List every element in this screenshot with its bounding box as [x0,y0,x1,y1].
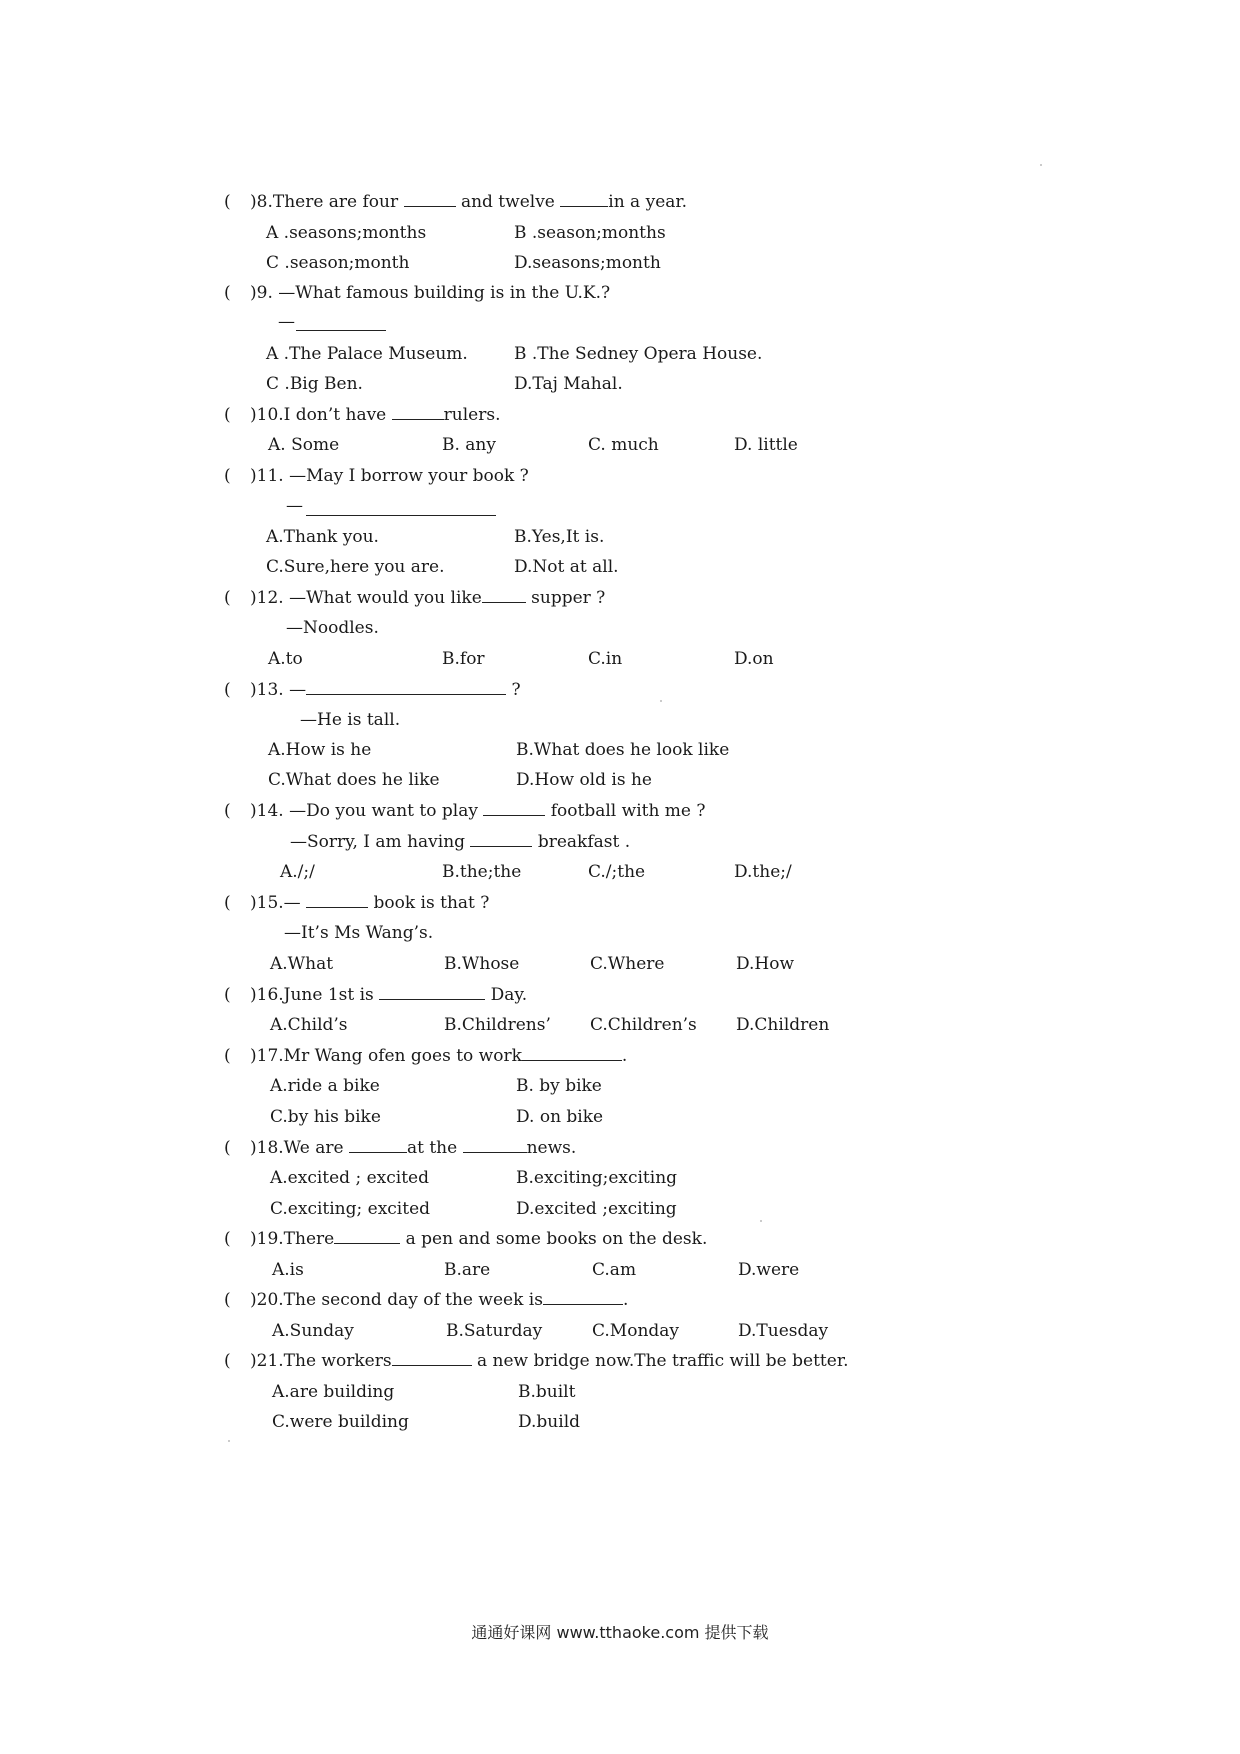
answer-paren: ( [224,801,231,821]
q19-option-d: D.were [738,1260,800,1280]
answer-paren: ( [224,1351,231,1371]
question-16 [224,985,527,1005]
q13-option-c: C.What does he like [268,770,440,790]
question-8 [224,192,687,212]
q11-stem: )11. —May I borrow your book ? [250,466,529,486]
q8-stem-b: and twelve [460,192,555,212]
blank [463,1138,527,1153]
q18-option-b: B.exciting;exciting [516,1168,678,1188]
footer-source: 通通好课网 www.tthaoke.com 提供下载 [471,1623,769,1642]
q9-answer-dash: — [278,312,295,332]
q20-option-d: D.Tuesday [738,1321,829,1341]
q15-stem: )15.— [250,893,301,913]
q11-option-c: C.Sure,here you are. [266,557,445,577]
answer-paren: ( [224,1138,231,1158]
q8-option-b: B .season;months [514,223,666,243]
question-19 [224,1229,707,1249]
q21-option-d: D.build [518,1412,581,1432]
blank [482,588,526,603]
q17-option-b: B. by bike [516,1076,602,1096]
q16-option-c: C.Children’s [590,1015,697,1035]
q15-reply: —It’s Ms Wang’s. [284,923,434,943]
q14-reply-b: breakfast . [537,832,631,852]
question-13 [224,680,521,700]
q20-stem-b: . [622,1290,629,1310]
blank [334,1229,400,1244]
answer-paren: ( [224,1290,231,1310]
q16-option-d: D.Children [736,1015,830,1035]
q14-reply [290,832,630,852]
question-18 [224,1138,576,1158]
question-11 [224,466,529,486]
blank [543,1290,623,1305]
answer-paren: ( [224,1046,231,1066]
q13-stem-b: ? [511,680,521,700]
q13-option-b: B.What does he look like [516,740,730,760]
q18-option-c: C.exciting; excited [270,1199,431,1219]
q9-answer-line [296,330,386,331]
q19-stem: )19.There [250,1229,335,1249]
q15-option-b: B.Whose [444,954,520,974]
blank [306,893,368,908]
q21-stem: )21.The workers [250,1351,392,1371]
q16-option-a: A.Child’s [270,1015,348,1035]
answer-paren: ( [224,985,231,1005]
q13-reply: —He is tall. [300,710,401,730]
q16-stem: )16.June 1st is [250,985,374,1005]
answer-paren: ( [224,588,231,608]
q17-option-c: C.by his bike [270,1107,381,1127]
q20-option-b: B.Saturday [446,1321,543,1341]
question-9 [224,283,610,303]
q8-option-a: A .seasons;months [266,223,427,243]
scan-speck [1040,164,1042,166]
question-17 [224,1046,627,1066]
q20-option-a: A.Sunday [272,1321,354,1341]
q10-option-d: D. little [734,435,798,455]
q12-option-b: B.for [442,649,485,669]
q20-option-c: C.Monday [592,1321,680,1341]
q21-option-a: A.are building [272,1382,395,1402]
q11-answer-dash: — [286,496,303,516]
scan-speck [760,1220,762,1222]
blank [522,1046,622,1061]
scan-speck [660,700,662,702]
q18-option-d: D.excited ;exciting [516,1199,677,1219]
blank [483,801,545,816]
q8-option-c: C .season;month [266,253,410,273]
q13-stem: )13. — [250,680,307,700]
q19-stem-b: a pen and some books on the desk. [405,1229,708,1249]
q14-stem: )14. —Do you want to play [250,801,478,821]
q18-stem-b: at the [406,1138,458,1158]
q21-option-b: B.built [518,1382,576,1402]
q19-option-c: C.am [592,1260,637,1280]
q19-option-a: A.is [272,1260,304,1280]
q11-option-b: B.Yes,It is. [514,527,605,547]
q15-option-a: A.What [270,954,334,974]
question-14 [224,801,706,821]
answer-paren: ( [224,405,231,425]
question-15 [224,893,489,913]
q11-option-d: D.Not at all. [514,557,619,577]
answer-paren: ( [224,283,231,303]
q18-stem: )18.We are [250,1138,344,1158]
q10-stem: )10.I don’t have [250,405,387,425]
question-20 [224,1290,628,1310]
q10-option-b: B. any [442,435,496,455]
q21-stem-b: a new bridge now.The traffic will be better. [476,1351,849,1371]
q13-option-d: D.How old is he [516,770,652,790]
q17-option-a: A.ride a bike [270,1076,380,1096]
q14-option-c: C./;the [588,862,646,882]
question-12 [224,588,605,608]
q15-option-d: D.How [736,954,795,974]
q14-option-a: A./;/ [280,862,315,882]
answer-paren: ( [224,192,231,212]
blank [470,832,532,847]
blank [392,1351,472,1366]
q16-option-b: B.Childrens’ [444,1015,551,1035]
q10-option-a: A. Some [268,435,340,455]
q15-stem-b: book is that ? [373,893,490,913]
answer-paren: ( [224,466,231,486]
blank [379,985,485,1000]
q21-option-c: C.were building [272,1412,409,1432]
q20-stem: )20.The second day of the week is [250,1290,543,1310]
q12-reply: —Noodles. [286,618,379,638]
q9-option-b: B .The Sedney Opera House. [514,344,763,364]
q13-option-a: A.How is he [268,740,372,760]
question-10 [224,405,500,425]
answer-paren: ( [224,1229,231,1249]
q10-option-c: C. much [588,435,659,455]
q10-stem-b: rulers. [443,405,501,425]
q9-option-a: A .The Palace Museum. [266,344,468,364]
q14-option-b: B.the;the [442,862,522,882]
q18-stem-c: news. [526,1138,577,1158]
q12-option-a: A.to [268,649,303,669]
blank [349,1138,407,1153]
blank [392,405,444,420]
answer-paren: ( [224,893,231,913]
q17-option-d: D. on bike [516,1107,604,1127]
blank [306,680,506,695]
q14-option-d: D.the;/ [734,862,792,882]
q11-option-a: A.Thank you. [266,527,379,547]
q16-stem-b: Day. [490,985,528,1005]
scan-speck [228,1440,230,1442]
blank [560,192,608,207]
q9-stem: )9. —What famous building is in the U.K.? [250,283,611,303]
q18-option-a: A.excited ; excited [270,1168,429,1188]
q12-stem-b: supper ? [531,588,606,608]
q12-option-d: D.on [734,649,774,669]
q15-option-c: C.Where [590,954,665,974]
question-21 [224,1351,848,1371]
q11-answer-line [306,515,496,516]
q8-stem-c: in a year. [608,192,688,212]
answer-paren: ( [224,680,231,700]
q14-stem-b: football with me ? [550,801,706,821]
q17-stem: )17.Mr Wang ofen goes to work [250,1046,522,1066]
blank [404,192,456,207]
q14-reply-a: —Sorry, I am having [290,832,466,852]
q12-option-c: C.in [588,649,623,669]
q19-option-b: B.are [444,1260,491,1280]
q8-stem: )8.There are four [250,192,399,212]
q8-option-d: D.seasons;month [514,253,661,273]
q9-option-c: C .Big Ben. [266,374,363,394]
q12-stem: )12. —What would you like [250,588,482,608]
q17-stem-b: . [621,1046,628,1066]
q9-option-d: D.Taj Mahal. [514,374,623,394]
